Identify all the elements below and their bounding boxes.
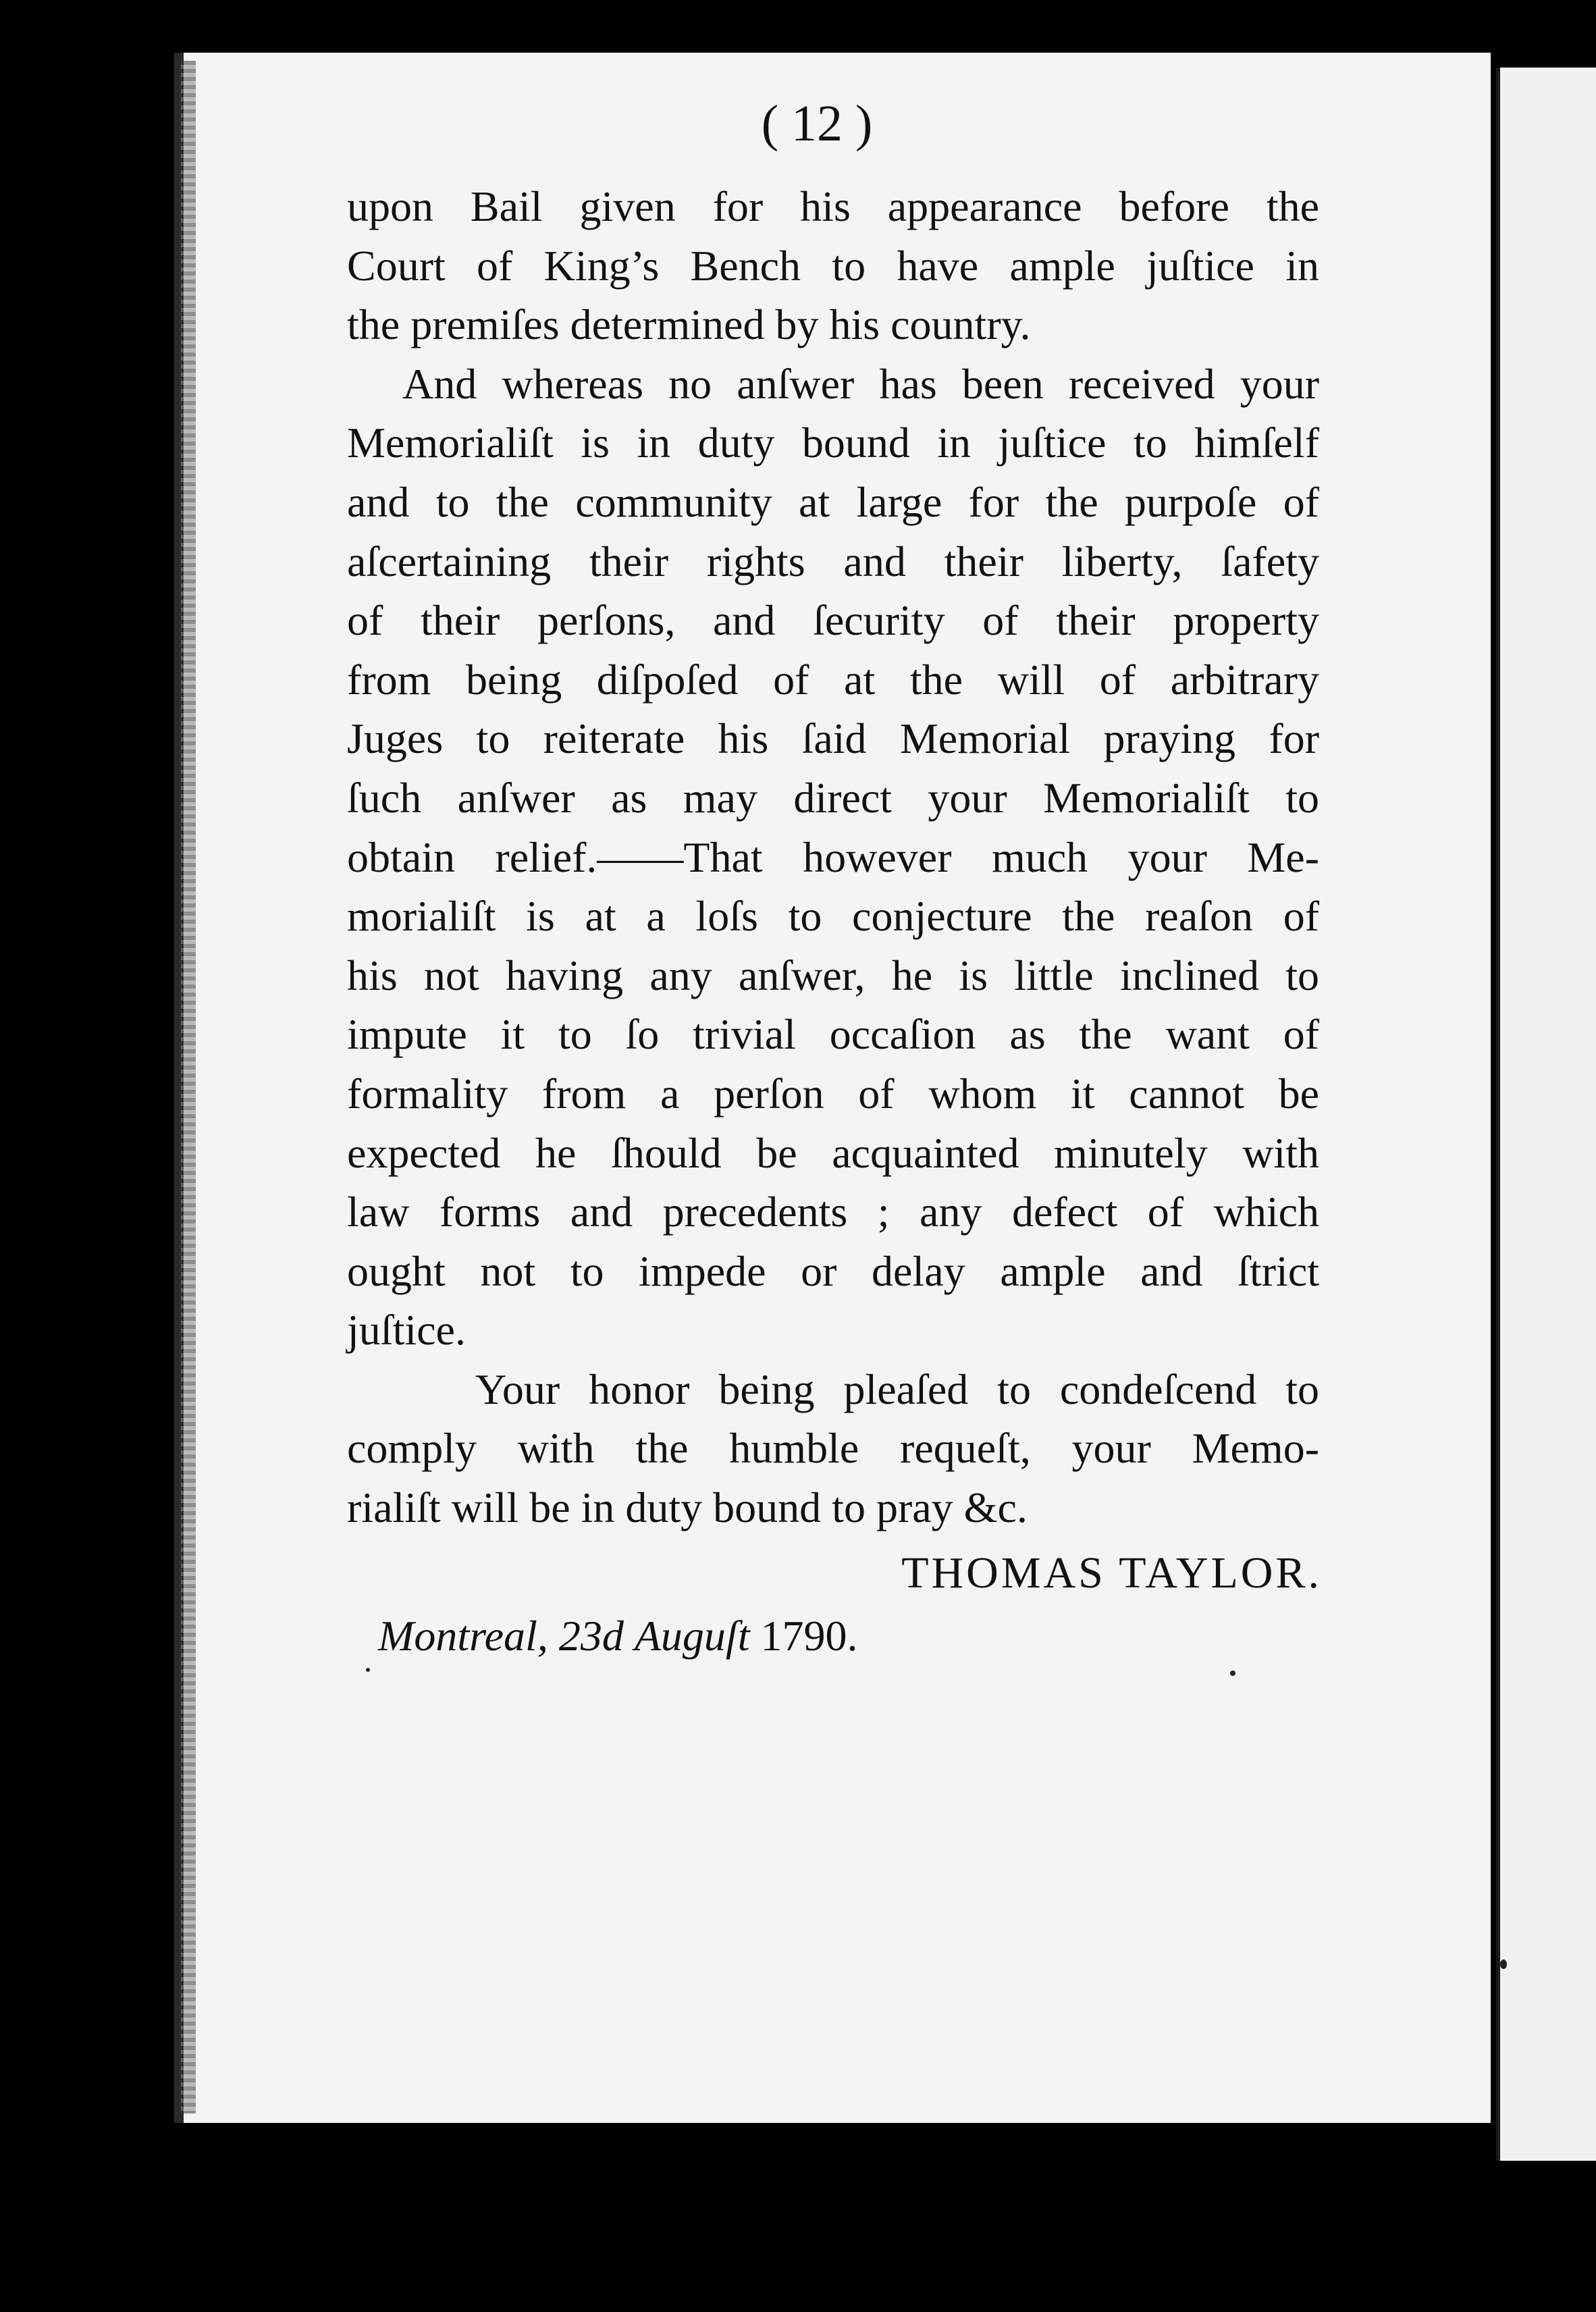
page-number: ( 12 ) (761, 95, 873, 152)
text-line: Memorialiſt is in duty bound in juſtice to himſelf (347, 419, 1319, 467)
text-line: morialiſt is at a loſs to conjecture the reaſon of (347, 892, 1319, 941)
facing-page-edge (1496, 68, 1596, 2161)
page-binding-edge (181, 61, 196, 2113)
signature: THOMAS TAYLOR. (901, 1548, 1322, 1598)
text-line: of their perſons, and ſecurity of their property (347, 596, 1319, 645)
text-line: from being diſpoſed of at the will of arbitrary (347, 655, 1319, 704)
memorial-text (347, 177, 1319, 1538)
ink-speck (366, 1668, 370, 1672)
text-line: Court of King’s Bench to have ample juſtice in (347, 241, 1319, 290)
text-line: his not having any anſwer, he is little inclined to (347, 951, 1319, 999)
text-line: formality from a perſon of whom it cannot be (347, 1069, 1319, 1118)
text-line: ſuch anſwer as may direct your Memorialiſt to (347, 773, 1319, 822)
text-line: and to the community at large for the purpoſe of (347, 477, 1319, 526)
dateline-year: 1790. (760, 1612, 858, 1660)
text-line: the premiſes determined by his country. (347, 300, 1031, 349)
text-line: rialiſt will be in duty bound to pray &c. (347, 1483, 1028, 1532)
text-line: obtain relief.——That however much your Me- (347, 833, 1319, 881)
text-line: Your honor being pleaſed to condeſcend to (475, 1365, 1319, 1413)
dateline-month: Auguſt (634, 1612, 750, 1660)
ink-speck (1230, 1671, 1235, 1676)
text-line: upon Bail given for his appearance before the (347, 182, 1319, 230)
ink-speck (1500, 1960, 1507, 1969)
dateline-day: 23d (558, 1612, 624, 1660)
text-line: ought not to impede or delay ample and ſtrict (347, 1246, 1319, 1295)
text-line: And whereas no anſwer has been received your (402, 359, 1319, 408)
text-line: juſtice. (347, 1306, 466, 1355)
text-line: law forms and precedents ; any defect of which (347, 1188, 1319, 1236)
text-line: Juges to reiterate his ſaid Memorial praying for (347, 714, 1319, 763)
dateline-place: Montreal, (378, 1612, 548, 1660)
dateline (378, 1611, 857, 1661)
text-line: impute it to ſo trivial occaſion as the want of (347, 1010, 1319, 1059)
text-line: expected he ſhould be acquainted minutely with (347, 1128, 1319, 1177)
text-line: aſcertaining their rights and their liberty, ſafety (347, 537, 1319, 585)
text-line: comply with the humble requeſt, your Memo- (347, 1424, 1319, 1473)
